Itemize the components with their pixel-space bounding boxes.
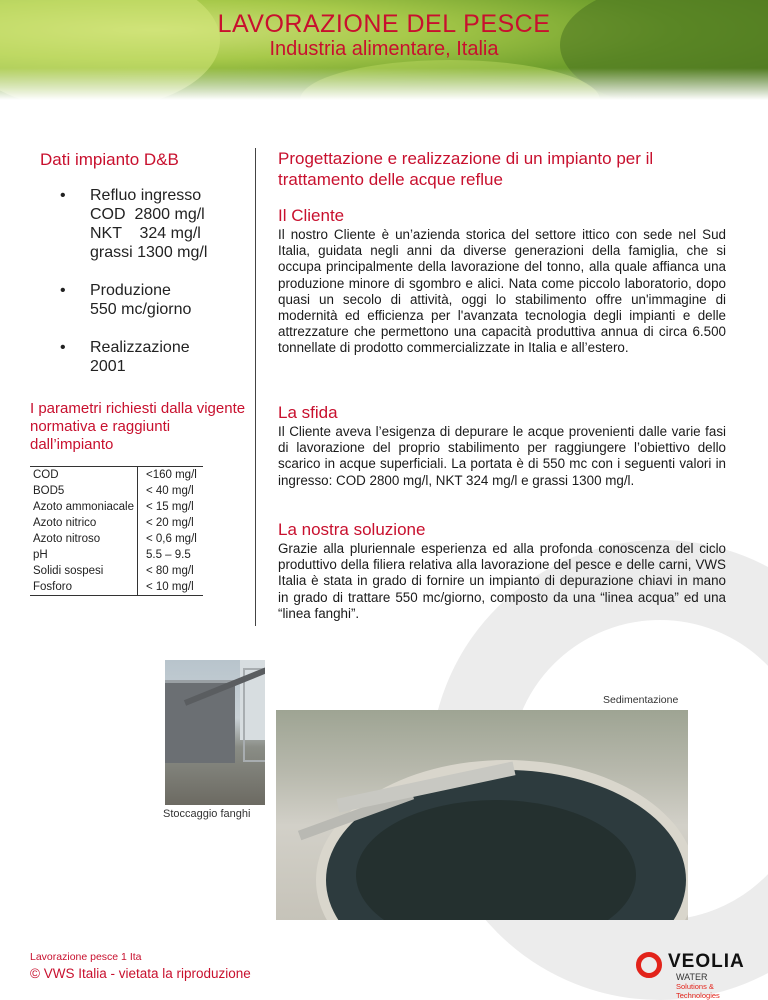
param-name: Fosforo xyxy=(30,579,138,596)
bullet-line: Refluo ingresso xyxy=(90,187,202,204)
param-value: < 80 mg/l xyxy=(138,563,203,579)
footer-doc-id: Lavorazione pesce 1 Ita xyxy=(30,951,142,963)
table-row xyxy=(30,579,203,596)
param-name: Azoto nitrico xyxy=(33,516,97,529)
logo-brand: VEOLIA xyxy=(668,951,745,972)
param-value: 5.5 – 9.5 xyxy=(138,547,203,563)
bullet-line: NKT 324 mg/l xyxy=(90,225,201,242)
header-banner xyxy=(0,0,768,100)
bullet-text xyxy=(90,338,190,376)
page-title: LAVORAZIONE DEL PESCE xyxy=(217,10,551,38)
bullet-text xyxy=(90,281,191,319)
bullet-icon: • xyxy=(60,282,66,299)
section-heading-cliente: Il Cliente xyxy=(278,206,345,225)
veolia-logo xyxy=(636,950,756,1000)
bullet-line: 550 mc/giorno xyxy=(90,301,192,318)
plant-data-heading: Dati impianto D&B xyxy=(40,150,179,169)
table-row xyxy=(30,515,203,531)
header-fade xyxy=(0,68,768,100)
footer-copyright: © VWS Italia - vietata la riproduzione xyxy=(30,966,251,981)
table-row xyxy=(30,531,203,547)
logo-line2: Solutions & Technologies xyxy=(676,982,720,1000)
section-text-sfida: Il Cliente aveva l’esigenza di depurare le acque provenienti dalle varie fasi di lavorazione del proprio stabilimento per raggiungere l’obiettivo dello scarico in acque superficiali. La portata è di 550 mc con i seguenti valori in ingresso: COD 2800 mg/l, NKT 324 mg/l e grassi 1300 mg/l. xyxy=(278,424,726,488)
param-value: < 10 mg/l xyxy=(138,579,203,596)
param-value: < 15 mg/l xyxy=(138,499,203,515)
bullet-icon: • xyxy=(60,187,66,204)
param-name: pH xyxy=(33,548,48,561)
params-table xyxy=(30,466,203,596)
sedimentation-photo xyxy=(276,710,688,920)
section-text-cliente: Il nostro Cliente è un’azienda storica del settore ittico con sede nel Sud Italia, guidata negli anni da diverse generazioni della famiglia, che si occupa principalmente della lavorazione del tonno, alla quale affianca una produzione minore di sgombro e alici. Nata come piccolo laboratorio, dopo quasi un secolo di attività, oggi lo stabilimento offre un'immagine di modernità ed efficienza per l'avanzata tecnologia degli impianti e delle attrezzature che permettono una capacità produttiva annua di circa 6.500 tonnellate di prodotto commercializzate in Italia e all’estero. xyxy=(278,227,726,356)
bullet-line: Realizzazione xyxy=(90,339,190,356)
sludge-storage-photo xyxy=(165,660,265,805)
bullet-icon: • xyxy=(60,339,66,356)
table-row xyxy=(30,499,203,515)
page-subtitle: Industria alimentare, Italia xyxy=(269,38,499,60)
param-value: < 0,6 mg/l xyxy=(138,531,203,547)
table-row xyxy=(30,563,203,579)
section-heading-soluzione: La nostra soluzione xyxy=(278,520,426,539)
params-heading: I parametri richiesti dalla vigente normativa e raggiunti dall’impianto xyxy=(30,400,246,453)
bullet-line: 2001 xyxy=(90,358,126,375)
column-divider xyxy=(255,148,256,626)
logo-line1: WATER xyxy=(676,972,708,982)
param-value: < 40 mg/l xyxy=(138,483,203,499)
table-row xyxy=(30,467,203,484)
param-name: COD xyxy=(30,467,138,484)
param-value: < 20 mg/l xyxy=(138,515,203,531)
photo-caption-left: Stoccaggio fanghi xyxy=(163,808,251,820)
param-name: BOD5 xyxy=(33,484,65,497)
section-heading-sfida: La sfida xyxy=(278,403,338,422)
photo-caption-right: Sedimentazione xyxy=(603,694,679,706)
param-value: <160 mg/l xyxy=(138,467,203,484)
param-name: Solidi sospesi xyxy=(33,564,104,577)
param-name: Azoto ammoniacale xyxy=(33,500,134,513)
table-row xyxy=(30,483,203,499)
param-name: Azoto nitroso xyxy=(33,532,101,545)
bullet-text xyxy=(90,186,207,262)
bullet-line: Produzione xyxy=(90,282,171,299)
bullet-line: COD 2800 mg/l xyxy=(90,206,205,223)
section-text-soluzione: Grazie alla pluriennale esperienza ed alla profonda conoscenza del ciclo produttivo della filiera relativa alla lavorazione del pesce e delle carni, VWS Italia è stata in grado di fornire un impianto di depurazione chiavi in mano in grado di trattare 550 mc/giorno, composto da una “linea acqua” ed una “linea fanghi”. xyxy=(278,541,726,621)
table-row xyxy=(30,547,203,563)
project-title: Progettazione e realizzazione di un impianto per il trattamento delle acque reflue xyxy=(278,149,654,189)
bullet-line: grassi 1300 mg/l xyxy=(90,244,208,261)
veolia-logo-icon xyxy=(636,952,662,978)
